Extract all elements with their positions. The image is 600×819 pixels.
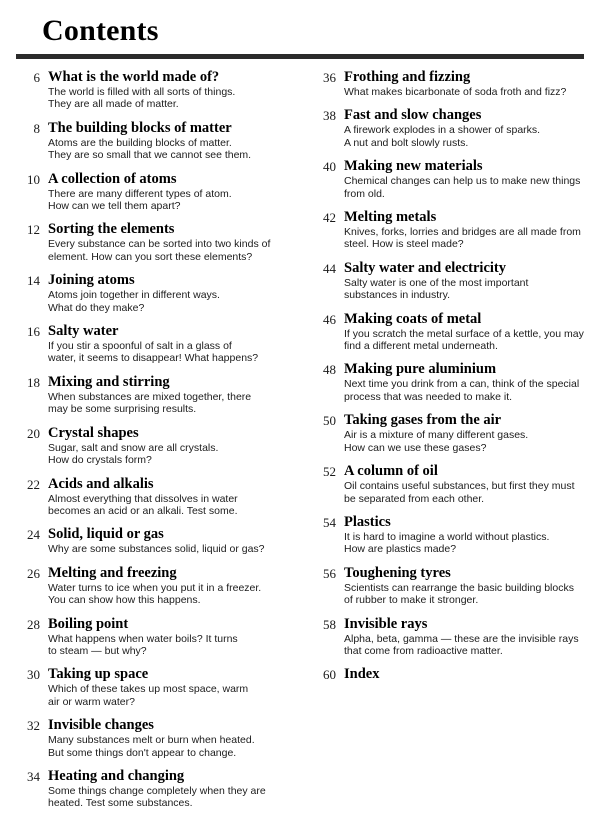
contents-column-right <box>310 69 588 691</box>
entry-body <box>48 666 292 708</box>
entry-title[interactable]: Index <box>344 666 380 683</box>
entry-description: If you stir a spoonful of salt in a glass of water, it seems to disappear! What happens? <box>48 340 259 365</box>
entry-page-number: 52 <box>323 464 336 480</box>
entry-title[interactable]: Plastics <box>344 513 391 530</box>
entry-body <box>344 69 588 98</box>
entry-description: Atoms join together in different ways. What do they make? <box>48 289 220 314</box>
contents-column-left <box>14 69 292 819</box>
entry-page-number: 16 <box>27 324 40 340</box>
entry-description: The world is filled with all sorts of things. They are all made of matter. <box>48 86 236 111</box>
entry-body <box>48 768 292 810</box>
entry-page-number: 6 <box>33 70 40 85</box>
entry-title[interactable]: Invisible changes <box>48 717 154 734</box>
entry-title[interactable]: A collection of atoms <box>48 170 177 187</box>
entry-title[interactable]: Taking gases from the air <box>344 412 502 429</box>
contents-entry[interactable] <box>14 221 292 263</box>
entry-page-number: 58 <box>323 616 336 632</box>
entry-description: Salty water is one of the most important substances in industry. <box>344 276 529 302</box>
entry-body <box>344 412 588 454</box>
entry-body <box>48 425 292 467</box>
contents-entry[interactable] <box>310 69 588 98</box>
entry-page-number: 26 <box>27 565 40 581</box>
entry-description: Sugar, salt and snow are all crystals. How do crystals form? <box>48 441 219 467</box>
entry-page-number: 24 <box>27 527 40 543</box>
entry-page-number: 18 <box>27 374 40 390</box>
contents-entry[interactable] <box>310 616 588 658</box>
entry-title[interactable]: Toughening tyres <box>344 564 451 581</box>
entry-description: A firework explodes in a shower of sparks. A nut and bolt slowly rusts. <box>344 124 541 149</box>
entry-title[interactable]: Frothing and fizzing <box>344 69 471 85</box>
entry-description: If you scratch the metal surface of a kettle, you may find a different metal underneath. <box>344 327 584 353</box>
contents-entry[interactable] <box>14 374 292 416</box>
entry-body <box>48 120 292 162</box>
entry-title[interactable]: Melting metals <box>344 209 437 226</box>
entry-description: Many substances melt or burn when heated. But some things don't appear to change. <box>48 734 255 759</box>
entry-page-number: 56 <box>323 565 336 581</box>
entry-page-number: 46 <box>323 311 336 327</box>
entry-description: Next time you drink from a can, think of the special process that was needed to make it. <box>344 378 580 403</box>
entry-body <box>344 565 588 607</box>
entry-title[interactable]: Joining atoms <box>48 272 135 289</box>
entry-page-number: 40 <box>323 159 336 175</box>
entry-title[interactable]: Salty water <box>48 323 119 340</box>
entry-description: What happens when water boils? It turns to steam — but why? <box>48 632 238 657</box>
contents-entry[interactable] <box>310 514 588 556</box>
contents-entry[interactable] <box>310 311 588 353</box>
entry-page-number: 20 <box>27 425 40 441</box>
entry-page-number: 34 <box>27 768 40 784</box>
contents-entry[interactable] <box>310 666 588 682</box>
entry-body <box>344 209 588 251</box>
entry-title[interactable]: Invisible rays <box>344 615 428 632</box>
entry-description: Chemical changes can help us to make new things from old. <box>344 175 581 200</box>
entry-body <box>344 361 588 403</box>
entry-body <box>344 311 588 353</box>
contents-entry[interactable] <box>310 209 588 251</box>
entry-body <box>48 526 292 555</box>
entry-description: When substances are mixed together, there may be some surprising results. <box>48 390 252 416</box>
entry-description: Scientists can rearrange the basic building blocks of rubber to make it stronger. <box>344 581 574 607</box>
entry-body <box>344 616 588 658</box>
entry-title[interactable]: Making coats of metal <box>344 310 482 327</box>
entry-body <box>48 565 292 607</box>
contents-entry[interactable] <box>14 69 292 111</box>
entry-page-number: 32 <box>27 718 40 734</box>
entry-body <box>48 171 292 213</box>
entry-title[interactable]: The building blocks of matter <box>48 119 232 136</box>
entry-title[interactable]: Solid, liquid or gas <box>48 526 164 543</box>
contents-entry[interactable] <box>310 463 588 505</box>
entry-description: Why are some substances solid, liquid or gas? <box>48 543 265 556</box>
contents-entry[interactable] <box>14 565 292 607</box>
entry-page-number: 14 <box>27 273 40 289</box>
contents-entry[interactable] <box>310 260 588 302</box>
contents-entry[interactable] <box>14 425 292 467</box>
contents-entry[interactable] <box>14 666 292 708</box>
contents-entry[interactable] <box>14 171 292 213</box>
contents-entry[interactable] <box>14 476 292 518</box>
entry-title[interactable]: Taking up space <box>48 666 149 683</box>
entry-body <box>344 260 588 302</box>
entry-description: Knives, forks, lorries and bridges are all made from steel. How is steel made? <box>344 226 581 251</box>
entry-title[interactable]: Acids and alkalis <box>48 475 154 492</box>
entry-description: Every substance can be sorted into two kinds of element. How can you sort these elements? <box>48 238 271 263</box>
entry-description: Water turns to ice when you put it in a freezer. You can show how this happens. <box>48 581 262 607</box>
entry-title[interactable]: Sorting the elements <box>48 221 175 238</box>
contents-columns <box>14 69 586 819</box>
entry-body <box>48 323 292 365</box>
entry-page-number: 38 <box>323 108 336 124</box>
entry-title[interactable]: Making pure aluminium <box>344 361 497 378</box>
entry-body <box>48 374 292 416</box>
contents-entry[interactable] <box>14 717 292 759</box>
entry-page-number: 60 <box>323 667 336 683</box>
entry-title[interactable]: Making new materials <box>344 158 483 175</box>
entry-body <box>48 69 292 111</box>
entry-description: Which of these takes up most space, warm air or warm water? <box>48 683 249 708</box>
entry-page-number: 50 <box>323 413 336 429</box>
entry-description: It is hard to imagine a world without plastics. How are plastics made? <box>344 530 550 556</box>
page-title: Contents <box>42 14 159 47</box>
title-divider <box>16 54 584 59</box>
contents-entry[interactable] <box>310 158 588 200</box>
entry-title[interactable]: Salty water and electricity <box>344 259 507 276</box>
entry-body <box>344 514 588 556</box>
entry-title[interactable]: What is the world made of? <box>48 69 220 85</box>
entry-description: Alpha, beta, gamma — these are the invisible rays that come from radioactive matter. <box>344 632 579 657</box>
entry-body <box>48 272 292 314</box>
entry-body <box>48 476 292 518</box>
entry-body <box>344 463 588 505</box>
contents-entry[interactable] <box>14 768 292 810</box>
contents-entry[interactable] <box>14 120 292 162</box>
entry-title[interactable]: Heating and changing <box>48 767 185 784</box>
entry-description: There are many different types of atom. How can we tell them apart? <box>48 187 232 213</box>
entry-page-number: 8 <box>33 120 40 136</box>
entry-page-number: 22 <box>27 476 40 492</box>
entry-page-number: 10 <box>27 171 40 187</box>
entry-body <box>344 666 588 682</box>
entry-description: Some things change completely when they are heated. Test some substances. <box>48 784 266 810</box>
entry-description: Almost everything that dissolves in water becomes an acid or an alkali. Test some. <box>48 492 238 517</box>
contents-entry[interactable] <box>14 323 292 365</box>
entry-page-number: 28 <box>27 616 40 632</box>
entry-title[interactable]: Crystal shapes <box>48 424 139 441</box>
entry-title[interactable]: A column of oil <box>344 463 438 480</box>
entry-body <box>48 221 292 263</box>
contents-entry[interactable] <box>14 526 292 555</box>
entry-body <box>344 158 588 200</box>
entry-page-number: 48 <box>323 362 336 378</box>
entry-description: Oil contains useful substances, but first they must be separated from each other. <box>344 480 575 505</box>
contents-entry[interactable] <box>310 361 588 403</box>
contents-entry[interactable] <box>310 107 588 149</box>
entry-page-number: 42 <box>323 210 336 226</box>
contents-entry[interactable] <box>310 412 588 454</box>
entry-description: Air is a mixture of many different gases. How can we use these gases? <box>344 429 529 454</box>
entry-title[interactable]: Fast and slow changes <box>344 107 482 124</box>
entry-title[interactable]: Melting and freezing <box>48 564 177 581</box>
entry-title[interactable]: Boiling point <box>48 615 129 632</box>
entry-body <box>344 107 588 149</box>
entry-description: What makes bicarbonate of soda froth and fizz? <box>344 86 567 98</box>
contents-entry[interactable] <box>14 616 292 658</box>
entry-page-number: 36 <box>323 70 336 85</box>
entry-description: Atoms are the building blocks of matter. They are so small that we cannot see them. <box>48 136 252 162</box>
contents-entry[interactable] <box>310 565 588 607</box>
entry-page-number: 44 <box>323 260 336 276</box>
entry-page-number: 30 <box>27 667 40 683</box>
entry-page-number: 12 <box>27 222 40 238</box>
entry-body <box>48 717 292 759</box>
entry-body <box>48 616 292 658</box>
contents-entry[interactable] <box>14 272 292 314</box>
entry-page-number: 54 <box>323 514 336 530</box>
entry-title[interactable]: Mixing and stirring <box>48 373 170 390</box>
